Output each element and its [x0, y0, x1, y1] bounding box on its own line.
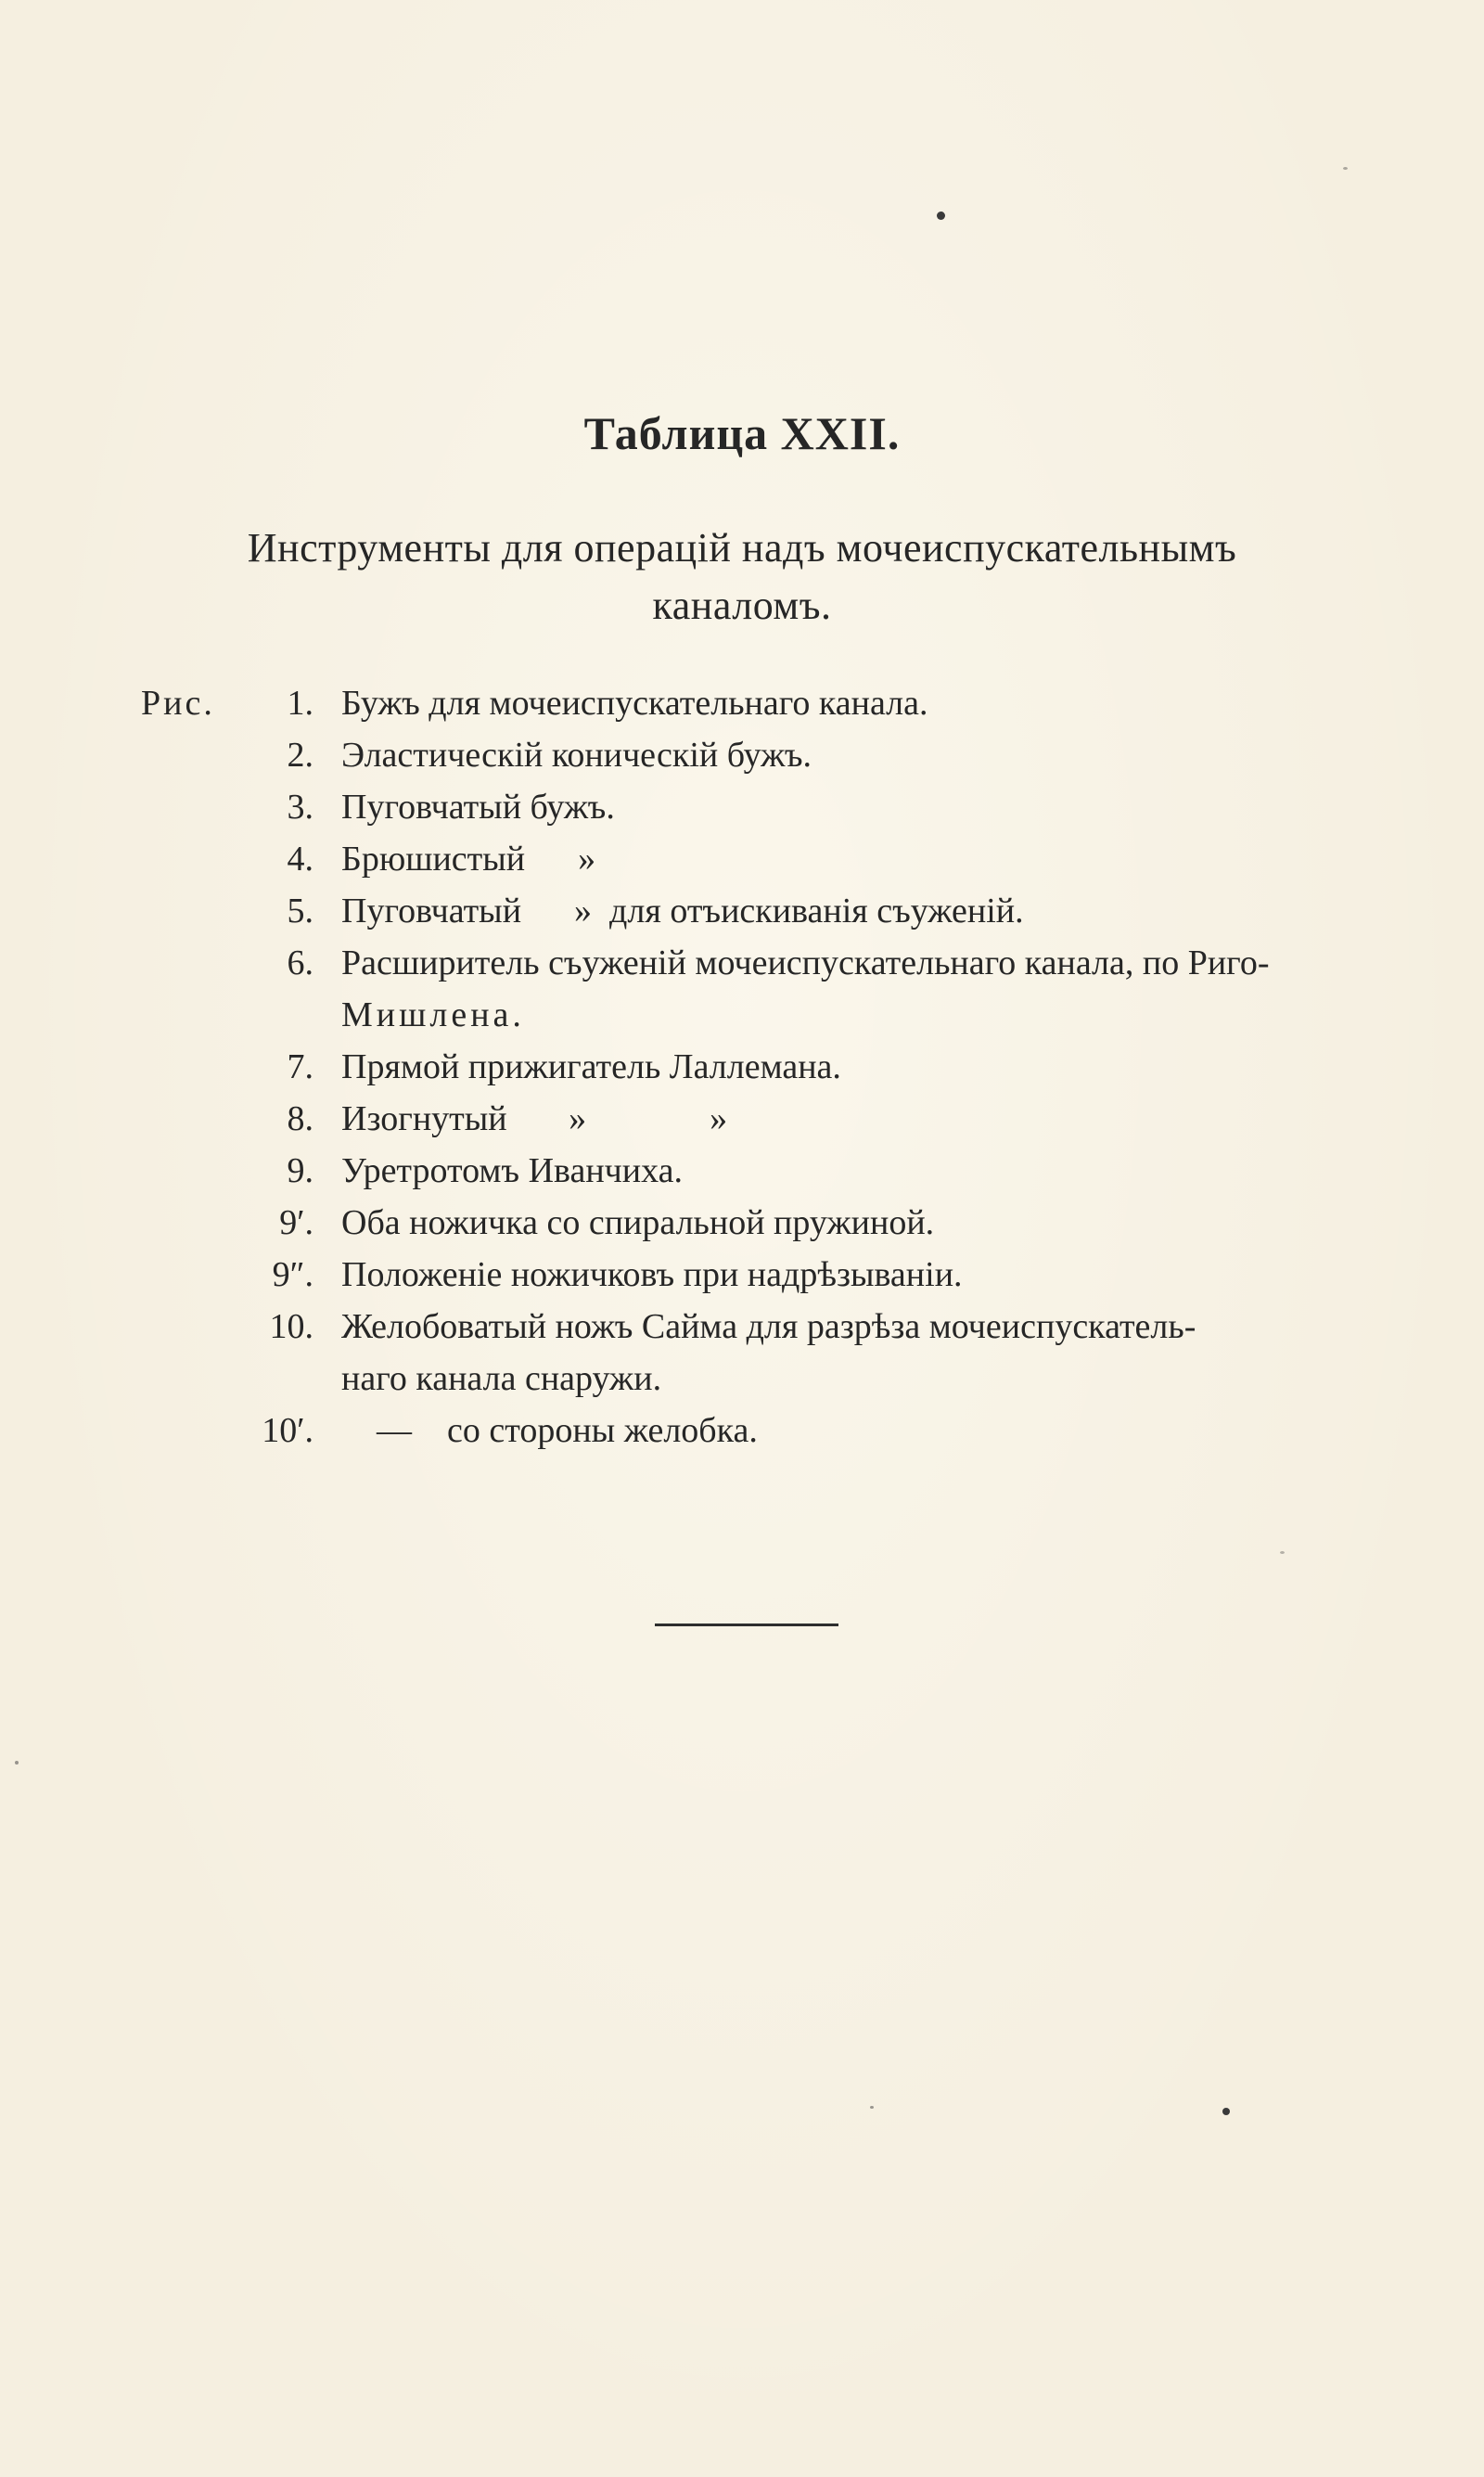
speck [870, 2106, 874, 2109]
figure-caption: Эластическій коническій бужъ. [341, 736, 812, 775]
subtitle-line-2: каналомъ. [652, 583, 832, 628]
page-title: Таблица XXII. [583, 407, 901, 459]
list-item [0, 1145, 1484, 1197]
list-item [0, 885, 1484, 937]
figure-number: 10. [269, 1307, 313, 1346]
figure-caption: Бужъ для мочеиспускательнаго канала. [341, 684, 928, 723]
figure-number: 1. [287, 684, 313, 723]
list-item [0, 833, 1484, 885]
speck [15, 1761, 19, 1765]
figure-number: 9′. [279, 1203, 313, 1242]
list-item-continuation [0, 989, 1484, 1041]
figure-number: 2. [287, 736, 313, 775]
figure-prefix: Рис. [141, 684, 215, 723]
figure-caption: Брюшистый » [341, 840, 596, 879]
speck [1280, 1551, 1285, 1554]
speck [1222, 2108, 1230, 2115]
list-item [0, 729, 1484, 781]
figure-caption: Оба ножичка со спиральной пружиной. [341, 1203, 935, 1242]
figure-caption: Прямой прижигатель Лаллемана. [341, 1047, 841, 1086]
subtitle [186, 520, 1298, 635]
list-item [0, 1249, 1484, 1301]
list-item [0, 781, 1484, 833]
list-item [0, 677, 1484, 729]
speck [937, 212, 945, 220]
figure-caption: — со стороны желобка. [341, 1411, 758, 1450]
figure-caption: Изогнутый » » [341, 1099, 728, 1138]
figure-number: 7. [287, 1047, 313, 1086]
figure-caption: Уретротомъ Иванчиха. [341, 1151, 683, 1190]
list-item-continuation [0, 1353, 1484, 1405]
figure-caption: Положеніе ножичковъ при надрѣзываніи. [341, 1255, 963, 1294]
figure-number: 9. [287, 1151, 313, 1190]
list-item [0, 1093, 1484, 1145]
figure-number: 10′. [262, 1411, 313, 1450]
figure-number: 4. [287, 840, 313, 879]
list-item [0, 937, 1484, 989]
list-item [0, 1041, 1484, 1093]
figure-caption: Пуговчатый » для отъискиванія съуженій. [341, 892, 1024, 930]
figure-number: 8. [287, 1099, 313, 1138]
figure-number: 9″. [272, 1255, 313, 1294]
list-item [0, 1301, 1484, 1353]
figure-number: 6. [287, 943, 313, 982]
list-item [0, 1405, 1484, 1457]
list-item [0, 1197, 1484, 1249]
figure-number: 3. [287, 788, 313, 827]
figure-caption: Желобоватый ножъ Сайма для разрѣза мочеиспускатель- [341, 1307, 1196, 1346]
figure-caption-continuation: Мишлена. [341, 995, 525, 1034]
figure-number: 5. [287, 892, 313, 930]
figure-caption: Расширитель съуженій мочеиспускательнаго канала, по Риго- [341, 943, 1270, 982]
subtitle-line-1: Инструменты для операцій надъ мочеиспускательнымъ [247, 525, 1237, 571]
speck [1343, 167, 1348, 170]
figure-caption: Пуговчатый бужъ. [341, 788, 615, 827]
section-divider [655, 1624, 838, 1626]
figure-caption-continuation: наго канала снаружи. [341, 1359, 662, 1398]
